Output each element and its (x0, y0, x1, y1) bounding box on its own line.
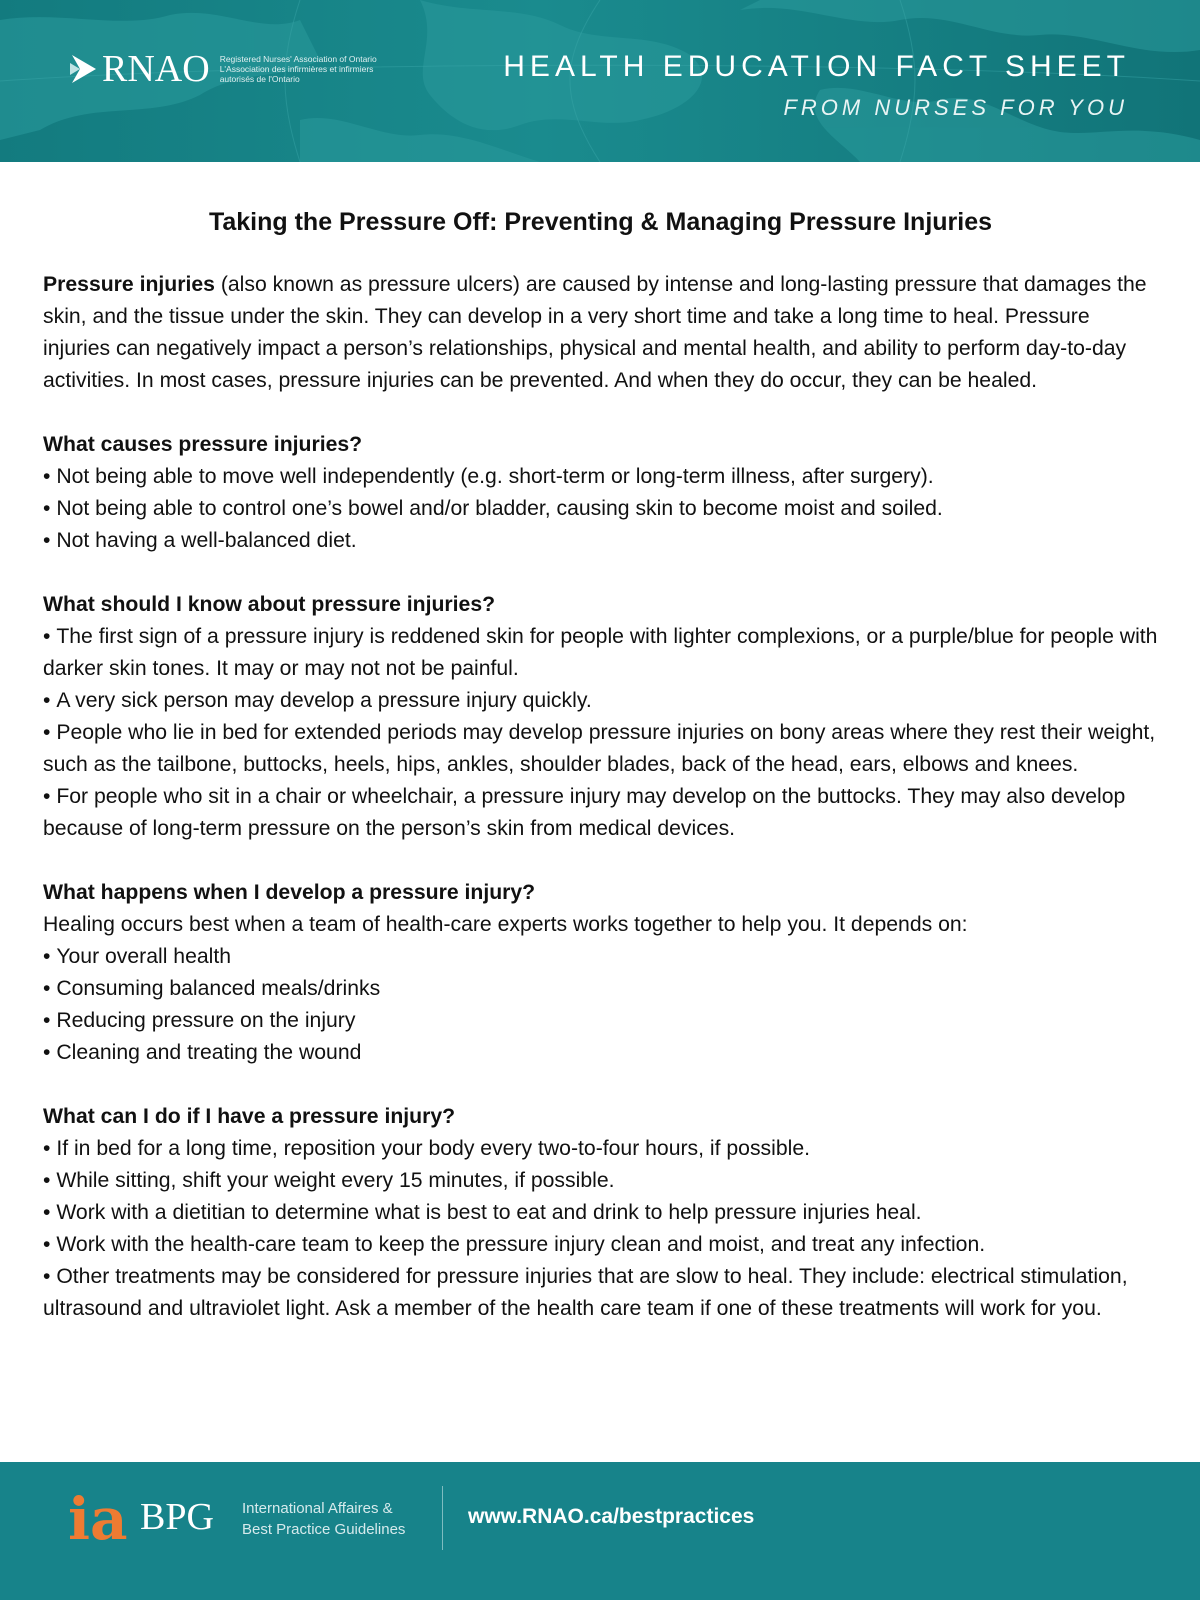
list-item: • Not being able to control one’s bowel and/or bladder, causing skin to become moist and soiled. (43, 493, 1158, 525)
section-heading: What happens when I develop a pressure injury? (43, 881, 536, 904)
list-item: • For people who sit in a chair or wheelchair, a pressure injury may develop on the buttocks. They may also develop because of long-term pressure on the person’s skin from medical devices. (43, 781, 1158, 845)
rnao-logo[interactable] (70, 50, 410, 88)
list-item: • Not having a well-balanced diet. (43, 525, 1158, 557)
list-item: • Work with a dietitian to determine what is best to eat and drink to help pressure injuries heal. (43, 1197, 1158, 1229)
fact-sheet-body (43, 205, 1158, 1325)
list-item: • Not being able to move well independently (e.g. short-term or long-term illness, after surgery). (43, 461, 1158, 493)
list-item: • People who lie in bed for extended periods may develop pressure injuries on bony areas where they rest their weight, such as the tailbone, buttocks, heels, hips, ankles, shoulder blades, back of the head, ears, elbows and knees. (43, 717, 1158, 781)
logo-subtitle-line: autorisés de l'Ontario (219, 74, 300, 84)
section-intro-text: Healing occurs best when a team of health-care experts works together to help you. It depends on: (43, 913, 968, 936)
logo-subtitle-line: L'Association des infirmières et infirmiers (219, 64, 374, 74)
intro-paragraph (43, 269, 1158, 397)
section-what-can-i-do (43, 1101, 1158, 1325)
logo-subtitle-line: Registered Nurses' Association of Ontario (219, 54, 377, 64)
footer-divider (442, 1486, 443, 1550)
list-item: • Reducing pressure on the injury (43, 1005, 1158, 1037)
list-item: • The first sign of a pressure injury is reddened skin for people with lighter complexions, or a purple/blue for people with darker skin tones. It may or may not not be painful. (43, 621, 1158, 685)
intro-text: (also known as pressure ulcers) are caused by intense and long-lasting pressure that damages the skin, and the tissue under the skin. They can develop in a very short time and take a long time to heal. Pressure injuries can negatively impact a person’s relationships, physical and mental health, and ability to perform day-to-day activities. In most cases, pressure injuries can be prevented. And when they do occur, they can be healed. (43, 273, 1147, 392)
header-title: HEALTH EDUCATION FACT SHEET (503, 50, 1130, 83)
rnao-logo-subtitle (220, 54, 410, 84)
list-item: • If in bed for a long time, reposition your body every two-to-four hours, if possible. (43, 1133, 1158, 1165)
section-causes (43, 429, 1158, 557)
intro-bold-term: Pressure injuries (43, 273, 215, 296)
list-item: • Your overall health (43, 941, 1158, 973)
rnao-logo-text: RNAO (102, 48, 210, 90)
section-heading: What can I do if I have a pressure injury? (43, 1105, 456, 1128)
list-item: • A very sick person may develop a pressure injury quickly. (43, 685, 1158, 717)
header-banner (0, 0, 1200, 162)
list-item: • Consuming balanced meals/drinks (43, 973, 1158, 1005)
section-what-happens (43, 877, 1158, 1069)
document-title: Taking the Pressure Off: Preventing & Managing Pressure Injuries (208, 208, 993, 236)
ia-logo-mark: ia (68, 1485, 128, 1553)
bpg-description-line: International Affaires & (242, 1500, 393, 1517)
list-item: • While sitting, shift your weight every 15 minutes, if possible. (43, 1165, 1158, 1197)
section-heading: What should I know about pressure injuries? (43, 593, 496, 616)
footer-banner (0, 1462, 1200, 1600)
list-item: • Work with the health-care team to keep the pressure injury clean and moist, and treat any infection. (43, 1229, 1158, 1261)
bpg-description (242, 1498, 422, 1540)
best-practices-link[interactable]: www.RNAO.ca/bestpractices (468, 1505, 755, 1528)
section-heading: What causes pressure injuries? (43, 433, 363, 456)
section-what-to-know (43, 589, 1158, 845)
bpg-description-line: Best Practice Guidelines (242, 1521, 406, 1538)
bpg-logo-mark: BPG (140, 1496, 214, 1538)
list-item: • Cleaning and treating the wound (43, 1037, 1158, 1069)
list-item: • Other treatments may be considered for pressure injuries that are slow to heal. They include: electrical stimulation, ultrasound and ultraviolet light. Ask a member of the health care team if one of these treatments will work for you. (43, 1261, 1158, 1325)
rnao-chevron-icon (70, 51, 100, 87)
header-subtitle: FROM NURSES FOR YOU (783, 95, 1128, 120)
